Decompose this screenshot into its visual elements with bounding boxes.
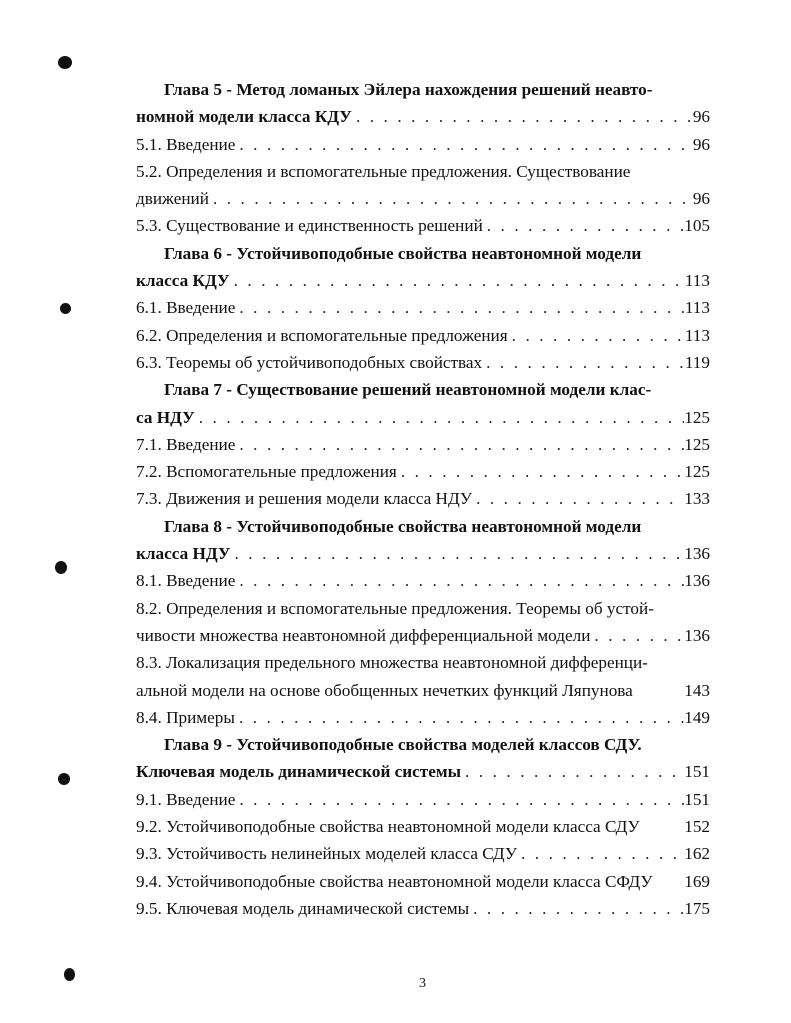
toc-entry-page: 133: [684, 489, 710, 509]
toc-entry-page: 152: [684, 817, 710, 837]
toc-entry-page: 143: [684, 680, 710, 700]
toc-entry-text: 6.3. Теоремы об устойчивоподобных свойствах: [136, 352, 483, 372]
toc-entry: [136, 786, 710, 813]
punch-hole-mark: [64, 968, 75, 981]
toc-entry-page: 149: [684, 707, 710, 727]
toc-entry-text: альной модели на основе обобщенных нечетких функций Ляпунова: [136, 680, 633, 700]
dot-leader: [590, 622, 684, 649]
dot-leader: [483, 212, 684, 239]
toc-entry-text: Глава 7 - Существование решений неавтономной модели клас-: [164, 380, 652, 400]
toc-entry: [136, 349, 710, 376]
toc-entry-text: 5.3. Существование и единственность решений: [136, 216, 483, 236]
dot-leader: [230, 267, 685, 294]
toc-entry-text: 7.2. Вспомогательные предложения: [136, 462, 397, 482]
toc-entry: [136, 731, 710, 758]
toc-entry-text: Глава 9 - Устойчивоподобные свойства моделей классов СДУ.: [164, 735, 642, 755]
dot-leader: [397, 458, 684, 485]
toc-entry: [136, 76, 710, 103]
table-of-contents: [136, 76, 710, 922]
punch-hole-mark: [58, 773, 70, 785]
page-number: 3: [419, 976, 426, 991]
toc-entry: [136, 840, 710, 867]
toc-entry: [136, 131, 710, 158]
toc-entry: [136, 895, 710, 922]
toc-entry-page: 125: [684, 462, 710, 482]
toc-entry: [136, 212, 710, 239]
dot-leader: [235, 294, 684, 321]
toc-entry-page: 105: [684, 216, 710, 236]
toc-entry: [136, 185, 710, 212]
toc-entry-text: класса НДУ: [136, 544, 231, 564]
toc-entry-page: 136: [684, 544, 710, 564]
toc-entry-page: 96: [692, 107, 710, 127]
punch-hole-mark: [60, 303, 71, 314]
toc-entry: [136, 431, 710, 458]
toc-entry-page: 151: [684, 762, 710, 782]
toc-entry-text: класса КДУ: [136, 271, 230, 291]
toc-entry-text: 7.1. Введение: [136, 434, 236, 454]
dot-leader: [508, 322, 685, 349]
toc-entry-page: 175: [684, 898, 710, 918]
toc-entry-page: 119: [684, 352, 710, 372]
toc-entry: [136, 595, 710, 622]
toc-entry: [136, 622, 710, 649]
toc-entry: [136, 322, 710, 349]
dot-leader: [235, 567, 684, 594]
toc-entry-page: 151: [684, 789, 710, 809]
toc-entry-text: 9.1. Введение: [136, 789, 236, 809]
toc-entry-text: 9.5. Ключевая модель динамической системы: [136, 898, 470, 918]
toc-entry: [136, 704, 710, 731]
toc-entry-text: са НДУ: [136, 407, 195, 427]
toc-entry-text: чивости множества неавтономной дифференциальной модели: [136, 625, 591, 645]
toc-entry-page: 125: [684, 434, 710, 454]
toc-entry-page: 113: [684, 271, 710, 291]
punch-hole-mark: [55, 561, 67, 574]
toc-entry-text: 9.2. Устойчивоподобные свойства неавтономной модели класса СДУ: [136, 817, 640, 837]
toc-entry-page: 96: [692, 189, 710, 209]
toc-entry-page: 162: [684, 844, 710, 864]
toc-entry: [136, 267, 710, 294]
toc-entry: [136, 485, 710, 512]
toc-entry-text: 6.1. Введение: [136, 298, 236, 318]
toc-entry-text: 6.2. Определения и вспомогательные предложения: [136, 325, 508, 345]
toc-entry-text: Глава 8 - Устойчивоподобные свойства неавтономной модели: [164, 516, 642, 536]
toc-entry-page: 136: [684, 625, 710, 645]
dot-leader: [469, 895, 684, 922]
dot-leader: [231, 540, 685, 567]
toc-entry: [136, 158, 710, 185]
punch-hole-mark: [58, 56, 72, 69]
dot-leader: [235, 431, 684, 458]
dot-leader: [209, 185, 693, 212]
dot-leader: [235, 786, 684, 813]
toc-entry-text: 8.4. Примеры: [136, 707, 235, 727]
dot-leader: [461, 758, 684, 785]
dot-leader: [235, 704, 684, 731]
toc-entry: [136, 376, 710, 403]
dot-leader: [472, 485, 684, 512]
toc-entry-text: Глава 6 - Устойчивоподобные свойства неавтономной модели: [164, 243, 642, 263]
dot-leader: [195, 404, 684, 431]
dot-leader: [517, 840, 684, 867]
toc-entry-page: 125: [684, 407, 710, 427]
toc-entry: [136, 294, 710, 321]
toc-entry: [136, 567, 710, 594]
toc-entry-text: движений: [136, 189, 209, 209]
toc-entry-text: 8.1. Введение: [136, 571, 236, 591]
toc-entry: [136, 458, 710, 485]
toc-entry-text: Ключевая модель динамической системы: [136, 762, 462, 782]
toc-entry: [136, 677, 710, 704]
dot-leader: [235, 131, 692, 158]
toc-entry-page: 113: [684, 298, 710, 318]
toc-entry: [136, 868, 710, 895]
toc-entry-text: Глава 5 - Метод ломаных Эйлера нахождения решений неавто-: [164, 80, 653, 99]
toc-entry-text: 9.4. Устойчивоподобные свойства неавтономной модели класса СФДУ: [136, 871, 653, 891]
toc-entry-text: 5.1. Введение: [136, 134, 236, 154]
toc-entry-text: 8.2. Определения и вспомогательные предложения. Теоремы об устой-: [136, 598, 654, 618]
toc-entry-text: 8.3. Локализация предельного множества неавтономной дифференци-: [136, 653, 648, 673]
toc-entry-text: 9.3. Устойчивость нелинейных моделей класса СДУ: [136, 844, 517, 864]
toc-entry: [136, 758, 710, 785]
toc-entry: [136, 404, 710, 431]
toc-entry-page: 96: [692, 134, 710, 154]
toc-entry-text: номной модели класса КДУ: [136, 107, 352, 127]
toc-entry-page: 169: [684, 871, 710, 891]
toc-entry-text: 5.2. Определения и вспомогательные предложения. Существование: [136, 161, 631, 181]
toc-entry-page: 113: [684, 325, 710, 345]
toc-entry: [136, 240, 710, 267]
toc-entry: [136, 103, 710, 130]
toc-entry-text: 7.3. Движения и решения модели класса НДУ: [136, 489, 473, 509]
dot-leader: [482, 349, 685, 376]
toc-entry: [136, 649, 710, 676]
toc-entry: [136, 540, 710, 567]
toc-entry-page: 136: [684, 571, 710, 591]
toc-entry: [136, 813, 710, 840]
toc-entry: [136, 513, 710, 540]
dot-leader: [352, 103, 693, 130]
